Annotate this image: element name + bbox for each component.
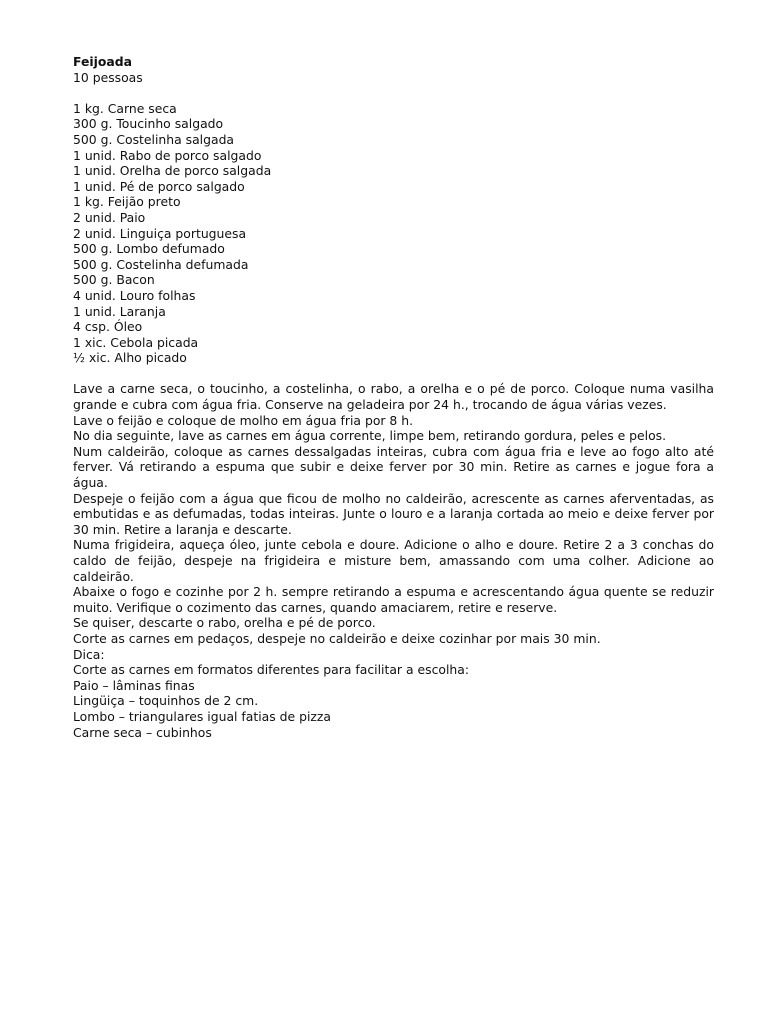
ingredient-item: 2 unid. Linguiça portuguesa	[73, 225, 247, 241]
tip-item: Carne seca – cubinhos	[73, 724, 212, 740]
ingredient-item: 500 g. Bacon	[73, 272, 155, 288]
instruction-step: Se quiser, descarte o rabo, orelha e pé de porco.	[73, 615, 376, 631]
ingredient-item: 2 unid. Paio	[73, 209, 146, 225]
spacer	[73, 85, 714, 101]
ingredient-item: 1 kg. Carne seca	[73, 100, 177, 116]
tip-item: Lingüiça – toquinhos de 2 cm.	[73, 693, 259, 709]
tip-list	[73, 678, 714, 740]
ingredient-item: 1 kg. Feijão preto	[73, 194, 181, 210]
ingredient-item: 1 unid. Pé de porco salgado	[73, 178, 245, 194]
instruction-step: Lave o feijão e coloque de molho em água fria por 8 h.	[73, 412, 414, 428]
ingredient-item: 500 g. Costelinha defumada	[73, 256, 249, 272]
recipe-document	[73, 54, 714, 740]
spacer	[73, 366, 714, 382]
ingredient-item: 1 xic. Cebola picada	[73, 334, 199, 350]
ingredient-item: 500 g. Lombo defumado	[73, 241, 225, 257]
ingredient-list	[73, 101, 714, 366]
instruction-step: Despeje o feijão com a água que ficou de molho no caldeirão, acrescente as carnes aferventadas, as embutidas e as defumadas, todas inteiras. Junte o louro e a laranja cortada ao meio e deixe ferver por 30 min. Retire a laranja e descarte.	[73, 490, 714, 537]
instructions	[73, 381, 714, 646]
ingredient-item: ½ xic. Alho picado	[73, 350, 187, 366]
ingredient-item: 4 unid. Louro folhas	[73, 287, 196, 303]
ingredient-item: 4 csp. Óleo	[73, 319, 143, 335]
instruction-step: Numa frigideira, aqueça óleo, junte cebola e doure. Adicione o alho e doure. Retire 2 a 3 conchas do caldo de feijão, despeje na frigideira e misture bem, amassando com uma colher. Adicione ao caldeirão.	[73, 537, 714, 584]
ingredient-item: 1 unid. Orelha de porco salgada	[73, 163, 272, 179]
ingredient-item: 500 g. Costelinha salgada	[73, 131, 235, 147]
instruction-step: Lave a carne seca, o toucinho, a costelinha, o rabo, a orelha e o pé de porco. Coloque numa vasilha grande e cubra com água fria. Conserve na geladeira por 24 h., trocando de água várias vezes.	[73, 381, 714, 413]
ingredient-item: 1 unid. Rabo de porco salgado	[73, 147, 262, 163]
tip-item: Paio – lâminas finas	[73, 677, 195, 693]
tip-item: Lombo – triangulares igual fatias de pizza	[73, 708, 332, 724]
ingredient-item: 300 g. Toucinho salgado	[73, 116, 224, 132]
tip-intro: Corte as carnes em formatos diferentes para facilitar a escolha:	[73, 662, 470, 678]
tip-label: Dica:	[73, 646, 105, 662]
recipe-servings: 10 pessoas	[73, 69, 143, 85]
instruction-step: Corte as carnes em pedaços, despeje no caldeirão e deixe cozinhar por mais 30 min.	[73, 630, 601, 646]
instruction-step: Num caldeirão, coloque as carnes dessalgadas inteiras, cubra com água fria e leve ao fogo alto até ferver. Vá retirando a espuma que subir e deixe ferver por 30 min. Retire as carnes e jogue fora a água.	[73, 443, 714, 491]
instruction-step: Abaixe o fogo e cozinhe por 2 h. sempre retirando a espuma e acrescentando água quente se reduzir muito. Verifique o cozimento das carnes, quando amaciarem, retire e reserve.	[73, 584, 714, 615]
recipe-title: Feijoada	[73, 54, 132, 69]
ingredient-item: 1 unid. Laranja	[73, 303, 166, 319]
instruction-step: No dia seguinte, lave as carnes em água corrente, limpe bem, retirando gordura, peles e pelos.	[73, 428, 667, 444]
